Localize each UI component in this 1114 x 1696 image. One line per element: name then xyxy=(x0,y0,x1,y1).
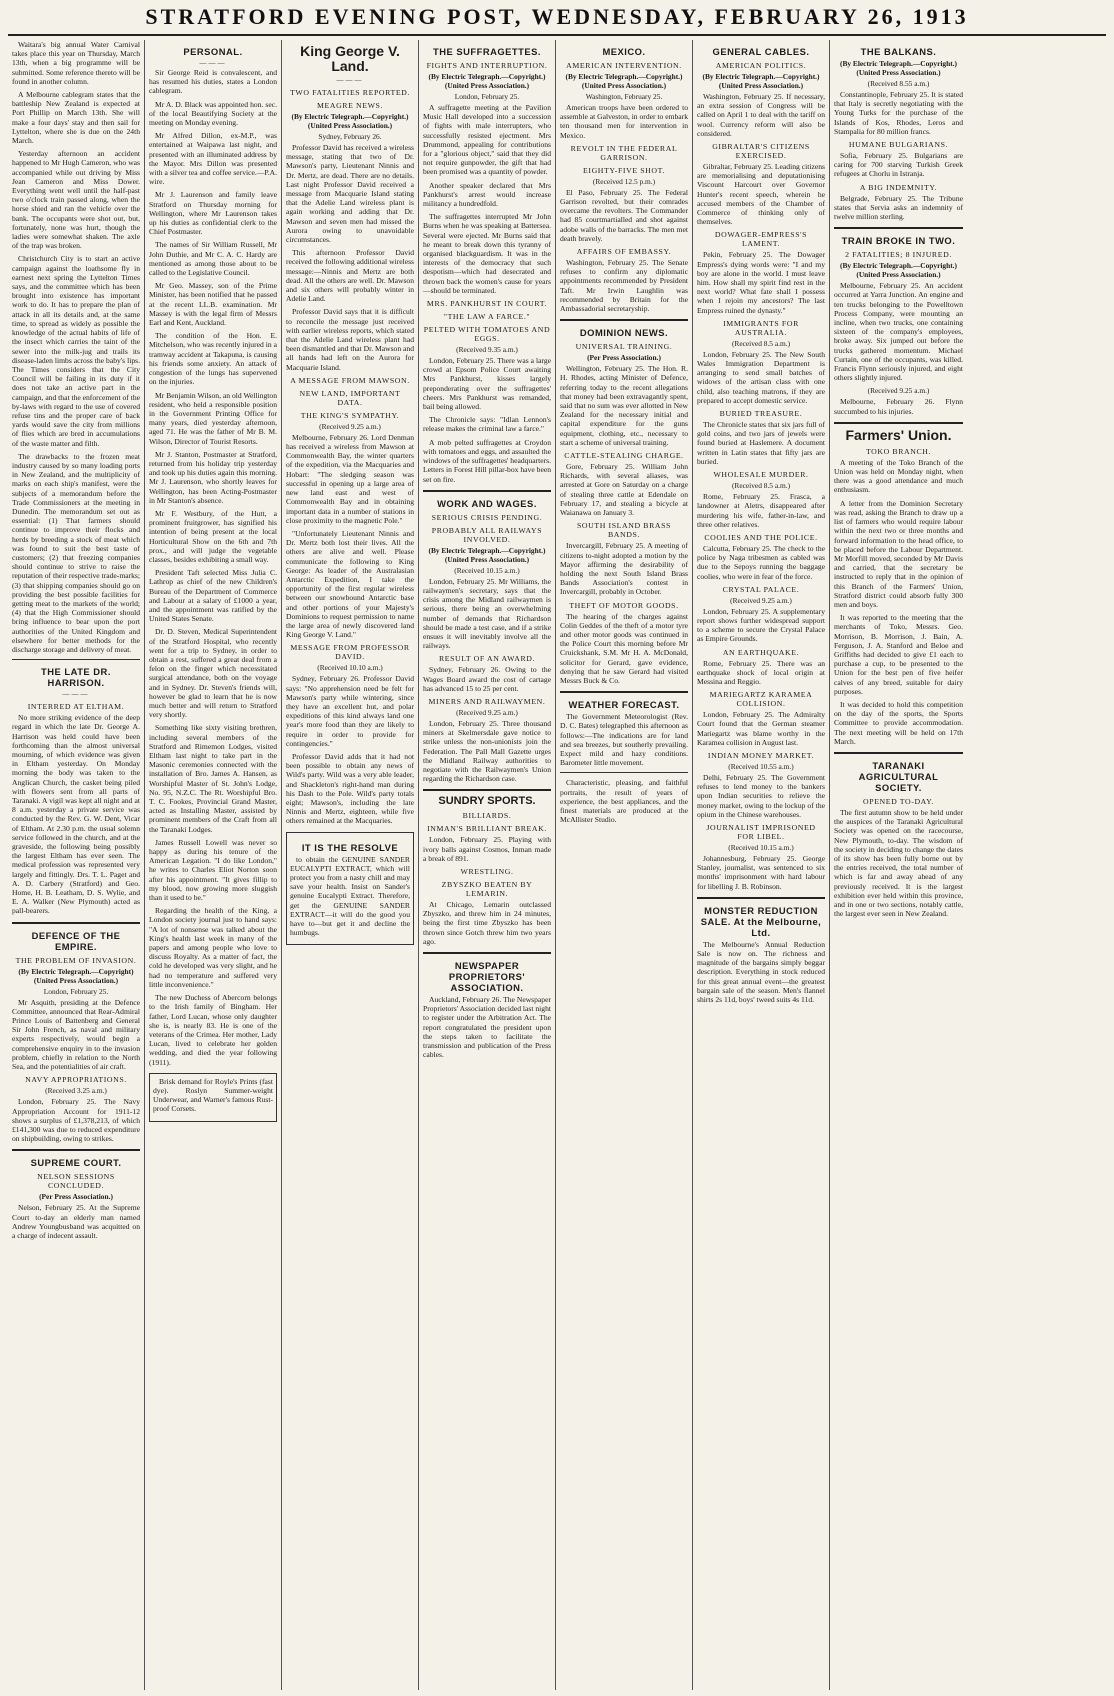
advertisement-text: to obtain the GENUINE SANDER EUCALYPTI EXTRACT, which will protect you from a nasty chill and may save your health. Insist on Sander's genuine Eucalypti Extract. Therefore, get the GENUINE SANDER EXTRACT—it will do the good you have to—but get it and decline the humbugs. xyxy=(290,854,410,938)
article-paragraph: Melbourne, February 26. Flynn succumbed to his injuries. xyxy=(834,397,963,416)
article-paragraph: "Unfortunately Lieutenant Ninnis and Dr. Mertz both lost their lives. All the others are alive and well. Please communicate the following to King George: As leader of the Australasian Antarctic Expedition, I take the opportunity of the first regular wireless between our snowbound Antarctic base and other portions of your Majesty's Dominions to request permission to name the large area of newly discovered land King George V. Land." xyxy=(286,528,414,640)
article-paragraph: A meeting of the Toko Branch of the Union was held on Monday night, when there was a good attendance and much enthusiasm. xyxy=(834,457,963,495)
article-paragraph: Delhi, February 25. The Government refuses to lend money to the bankers upon Indian securities to relieve the money market, owing to the lockup of the opium in the Chinese warehouses. xyxy=(697,772,825,819)
headline-supreme-court: SUPREME COURT. xyxy=(30,1157,122,1169)
article-paragraph: Waitara's big annual Water Carnival takes place this year on Thursday, March 13th, when a big programme will be submitted. Some reference thereto will be found in another column. xyxy=(12,40,140,86)
article-paragraph: Nelson, February 25. At the Supreme Court to-day an elderly man named Andrew Youngbusband was acquitted on a charge of indecent assault. xyxy=(12,1203,140,1240)
subheading: NAVY APPROPRIATIONS. xyxy=(25,1075,127,1085)
article-paragraph: At Chicago, Lemarin outclassed Zbyszko, and threw him in 24 minutes, being the first time Zbyszko has been thrown since Gotch threw him two years ago. xyxy=(423,899,551,946)
article-paragraph: London, February 25. There was a large crowd at Epsom Police Court awaiting Mrs Pankhurst, kisses largely preponderating over the suffragettes' cheers. Mrs Pankhurst was remanded, bail being allowed. xyxy=(423,356,551,412)
article-paragraph: Mr Alfred Dillon, ex-M.P., was entertained at Waipawa last night, and presented with an illuminated address by the Mayor. Mrs Dillon was presented with a silver tea and coffee service.—P.A. wire. xyxy=(149,131,277,187)
received-line: (Received 8.5 a.m.) xyxy=(731,481,791,491)
article-paragraph: American troops have been ordered to assemble at Galveston, in order to embark ten thousand men for intervention in Mexico. xyxy=(560,103,688,140)
advertisement-box xyxy=(286,832,414,946)
received-line: (Received 8.5 a.m.) xyxy=(731,338,791,348)
subheading: REVOLT IN THE FEDERAL GARRISON. xyxy=(570,143,678,162)
article-paragraph: A mob pelted suffragettes at Croydon with tomatoes and eggs, and assaulted the windows of the suffragettes' headquarters. Letters in Forest Hill pillar-box have been set on fire. xyxy=(423,437,551,484)
divider xyxy=(12,1149,140,1151)
subheading: SERIOUS CRISIS PENDING. xyxy=(431,512,543,522)
subheading: RESULT OF AN AWARD. xyxy=(438,654,536,664)
received-line: (Received 9.25 a.m.) xyxy=(319,421,381,431)
article-paragraph: Characteristic, pleasing, and faithful portraits, the result of years of experience, the best appliances, and the finest materials are produced at the McAllister Studio. xyxy=(560,778,688,825)
subheading: A MESSAGE FROM MAWSON. xyxy=(290,375,410,385)
credit-line: (By Electric Telegraph.—Copyright.) (United Press Association.) xyxy=(839,261,957,280)
columns xyxy=(8,40,1108,1690)
article-paragraph: Professor David says that it is difficult to reconcile the message just received with earlier wireless reports, which stated that the Adelie Land wireless plant had been dismantled and that Dr. Mawson and all hands had left on the Aurora for Macquarie Island. xyxy=(286,307,415,372)
subheading: AMERICAN INTERVENTION. xyxy=(566,61,682,70)
article-paragraph: Gore, February 25. William John Richards, with several aliases, was arrested at Gore on Saturday on a charge of stealing three cattle at Edendale on February 17, and stealing a bicycle at Waianawa on January 3. xyxy=(560,462,688,518)
article-paragraph: The condition of the Hon. E. Mitchelson, who was recently injured in a tramway accident at Takapuna, is causing his friends some anxiety. An attack of congestion of the lungs has supervened on the injuries. xyxy=(149,331,277,387)
subheading: THE PROBLEM OF INVASION. xyxy=(15,955,137,965)
article-paragraph: A Melbourne cablegram states that the battleship New Zealand is expected at Port Phillip on March 13th. She will make a four days' stay and then sail for Lyttelton, where she is due on the 24th March. xyxy=(12,90,140,146)
subheading: NELSON SESSIONS CONCLUDED. xyxy=(37,1172,115,1191)
subheading: ZBYSZKO BEATEN BY LEMARIN. xyxy=(441,879,533,898)
subheading: "THE LAW A FARCE." xyxy=(443,312,531,322)
divider xyxy=(12,922,140,924)
received-line: (Received 9.25 a.m.) xyxy=(867,386,930,396)
subheading: HUMANE BULGARIANS. xyxy=(848,140,949,150)
article-paragraph: Melbourne, February 25. An accident occurred at Yarra Junction. An engine and ten trucks belonging to the Powelltown Process Company, were mounting an incline, when two trucks, one containing sixteen of the company's employees, broke away. Six jumped out before the trucks gathered momentum. Michael Curtain, one of the occupants, was killed. Francis Flynn seriously injured, and eight others slightly injured. xyxy=(834,281,963,383)
subheading: AFFAIRS OF EMBASSY. xyxy=(576,247,672,257)
divider xyxy=(560,691,688,693)
headline-farmers-union: Farmers' Union. xyxy=(845,426,952,443)
article-paragraph: Rome, February 25. There was an earthquake shock of local origin at Messina and Reggio. xyxy=(697,658,825,686)
article-paragraph: A letter from the Dominion Secretary was read, asking the Branch to draw up a list of farmers who would require labour within the next two or three months and forward information to the head office, to be placed before the Labour Department. Mr Morfill moved, seconded by Mr Davis and carried, that the secretary be instructed to reply that in the opinion of this Branch of the Farmers' Union, Stratford district could absorb fully 300 men and boys. xyxy=(834,498,963,609)
credit-line: (By Electric Telegraph.—Copyright) (United Press Association.) xyxy=(18,966,134,985)
subheading: WRESTLING. xyxy=(460,866,514,876)
received-line: (Received 12.5 p.m.) xyxy=(592,176,656,186)
headline-newspaper-proprietors: NEWSPAPER PROPRIETORS' ASSOCIATION. xyxy=(448,959,526,993)
article-paragraph: Mr J. Laurenson and family leave Stratford on Thursday morning for Wellington, where Mr Laurenson takes up his duties as confidential clerk to the Chief Postmaster. xyxy=(149,190,277,237)
divider xyxy=(697,897,825,899)
subheading: INMAN'S BRILLIANT BREAK. xyxy=(427,824,547,834)
credit-line: (Per Press Association.) xyxy=(39,1192,113,1202)
article-paragraph: Professor David has received a wireless message, stating that two of Dr. Mawson's party, Lieutenant Ninnis and Dr. Mertz, are dead. There are no details. Last night Professor David received a message from Macquarie Island stating that the Adelie Land wireless plant is again working and adding that Dr. Mawson and seven men had missed the Aurora owing to unavoidable circumstances. xyxy=(286,143,414,245)
article-paragraph: A suffragette meeting at the Pavilion Music Hall developed into a succession of fights with male interrupters, who successfully resisted ejectment. Mrs Drummond, appealing for contributions for a "glorious object," said that they did not require gunpowder, the gift that had been promised was a quantity of powder. xyxy=(423,103,551,177)
article-paragraph: Sir George Reid is convalescent, and has resumed his duties, states a London cablegram. xyxy=(149,68,277,96)
article-paragraph: The hearing of the charges against Colin Geddes of the theft of a motor tyre and other motor goods was continued in the Police Court this morning before Mr Cruickshank, S.M. Mr H. A. McDonald, solicitor for Gerard, gave evidence, denying that he saw Gerard had visited Messrs Buck & Co. xyxy=(560,611,688,685)
headline-dominion-news: DOMINION NEWS. xyxy=(579,327,669,339)
headline-weather-forecast: WEATHER FORECAST. xyxy=(568,699,680,711)
received-line: (Received 10.10 a.m.) xyxy=(317,663,383,673)
article-paragraph: Calcutta, February 25. The check to the police by Naga tribesmen as cabled was due to the Sepoys running the baggage coolies, who were in fear of the force. xyxy=(697,543,825,581)
subheading: THEFT OF MOTOR GOODS. xyxy=(569,600,679,610)
dateline: London, February 25. xyxy=(454,92,520,101)
headline-mexico: MEXICO. xyxy=(602,46,646,57)
ornament: ——— xyxy=(336,76,364,84)
headline-sundry-sports: SUNDRY SPORTS. xyxy=(438,795,536,808)
article-paragraph: London, February 25. The New South Wales Immigration Department is arranging to send small batches of widows of the artisan class with one child, also teaching matrons, if they are prepared to accept domestic service. xyxy=(697,349,825,405)
article-paragraph: The Melbourne's Annual Reduction Sale is now on. The richness and magnitude of the bargains simply beggar description. Everything in stock reduced for this great annual event—the greatest bargain sale of the season. Men's flannel shirts 2s 11d, boys' tweed suits 4s 11d. xyxy=(697,939,825,1004)
article-paragraph: Belgrade, February 25. The Tribune states that Servia asks an indemnity of twelve million sterling. xyxy=(834,193,963,222)
article-paragraph: The new Duchess of Abercorn belongs to the Irish family of Bingham. Her father, Lord Lucan, whose only daughter she is, is nearly 83. He is one of the veterans of the Crimea. Her mother, Lady Lucan, lived to celebrate her golden wedding, and died the year following (1911). xyxy=(149,993,277,1067)
article-paragraph: Auckland, February 26. The Newspaper Proprietors' Association decided last night to register under the Arbitration Act. The report congratulated the president upon the steps taken to facilitate the transmission and publication of the Press cables. xyxy=(423,994,551,1060)
article-paragraph: No more striking evidence of the deep regard in which the late Dr. George A. Harrison was held could have been forthcoming than the almost universal mourning, of which evidence was given in Eltham yesterday. On Monday morning the body was taken to the Anglican Church, the casket being piled with flowers sent from all parts of Taranaki. A vigil was kept all night and at 8 a.m. yesterday a private service was conducted by the Rev. G. W. Dent, Vicar of Eltham. At 2.30 p.m. the usual solemn service followed in the church, and at the graveside, the following being possibly the largest Eltham has ever seen. The medical profession was represented very largely and fittingly. Drs. T. L. Paget and A. D. Carbery (Stratford) and Geo. Home, H. B. Leatham, D. S. Wylie, and E. A. Walker (New Plymouth) acted as pall-bearers. xyxy=(12,713,140,916)
ornament: ——— xyxy=(199,59,227,67)
divider xyxy=(834,422,963,424)
article-paragraph: Dr. D. Steven, Medical Superintendent of the Stratford Hospital, who recently went for a trip to Sydney, in order to obtain a rest, suffered a great deal from a felon on the finger which necessitated surgical attendance, both on the voyage and in Sydney. Dr. Steven's friends will, however be glad to learn that he is now much better and will return to Stratford very shortly. xyxy=(149,627,277,720)
divider xyxy=(423,789,551,791)
subheading: TWO FATALITIES REPORTED. xyxy=(290,88,410,97)
divider xyxy=(834,752,963,754)
subheading: PROBABLY ALL RAILWAYS INVOLVED. xyxy=(431,525,543,544)
subheading: NEW LAND, IMPORTANT DATA. xyxy=(299,388,401,407)
divider xyxy=(12,659,140,660)
credit-line: (By Electric Telegraph.—Copyright.) (United Press Association.) xyxy=(702,72,820,90)
article-paragraph: Mr J. Stanton, Postmaster at Stratford, returned from his holiday trip yesterday and took up his duties again this morning. Mr J. Laurenson, who shortly leaves for Wellington, has been Acting-Postmaster in Mr Stanton's absence. xyxy=(149,449,277,505)
article-paragraph: President Taft selected Miss Julia C. Lathrop as chief of the new Children's Bureau of the Department of Commerce and Labour at a salary of £1000 a year, and the appointment was ratified by the United States Senate. xyxy=(149,568,277,624)
subheading: MEAGRE NEWS. xyxy=(316,101,384,110)
headline-balkans: THE BALKANS. xyxy=(860,46,937,57)
article-paragraph: It was reported to the meeting that the merchants of Toko, Messrs. Geo. Morrison, B. Morrison, J. Bain, A. Ferguson, J. A. Stanford and Beloe and Griffiths had decided to give £1 each to purchase a cup, to be presented to the Union for the best pen of five heifer calves of any breed, suitable for dairy purposes. xyxy=(834,613,963,696)
ornament: ——— xyxy=(62,690,90,699)
article-paragraph: Sydney, February 26. Owing to the Wages Board award the cost of cartage has advanced 15 to 25 per cent. xyxy=(423,665,551,693)
received-line: (Received 10.15 a.m.) xyxy=(728,842,794,852)
subheading: JOURNALIST IMPRISONED FOR LIBEL. xyxy=(706,822,816,841)
subheading: SOUTH ISLAND BRASS BANDS. xyxy=(577,521,671,540)
subheading: OPENED TO-DAY. xyxy=(863,796,934,806)
subheading: 2 FATALITIES; 8 INJURED. xyxy=(845,250,952,260)
subheading: CRYSTAL PALACE. xyxy=(722,584,800,594)
column-6 xyxy=(693,40,830,1690)
headline-train-broke: TRAIN BROKE IN TWO. xyxy=(841,235,956,247)
article-paragraph: The suffragettes interrupted Mr John Burns when he was speaking at Battersea. Several were ejected. Mr Burns said that he meant to break down this tyranny of organised blackguardism. It was in the interests of the democracy that such despotism—which had desecrated and thrown back the women's cause for years—should be terminated. xyxy=(423,212,551,295)
received-line: (Received 8.55 a.m.) xyxy=(867,79,930,88)
subheading: EIGHTY-FIVE SHOT. xyxy=(583,165,665,175)
article-paragraph: Something like sixty visiting brethren, including several members of the Stratford and Rimemon Lodges, visited Eltham last night to take part in the Masonic ceremonies connected with the installation of Bro. James A. Hansen, as Worshipful Master of St. John's Lodge, No. 95, N.Z.C. The Rt. Worshipful Bro. T. C. Fookes, Provincial Grand Master, acted as Installing Master, assisted by prominent members of the Craft from all the Taranaki Lodges. xyxy=(149,723,277,834)
article-paragraph: The Government Meteorologist (Rev. D. C. Bates) telegraphed this afternoon as follows:—The indications are for land and sea breezes, but southerly prevailing. Expect mild and hazy conditions. Barometer little movement. xyxy=(560,712,688,768)
article-paragraph: James Russell Lowell was never so happy as during his tenure of the American Legation. "I do like London," he writes to Charles Eliot Norton soon after his appointment. "It gives fillip to my blood, now growing more sluggish than it used to be." xyxy=(149,837,277,903)
dateline: London, February 25. xyxy=(43,986,109,996)
subheading: CATTLE-STEALING CHARGE. xyxy=(564,451,684,461)
article-paragraph: Sydney, February 26. Professor David says: "No apprehension need be felt for Mawson's party while wintering, since they have an excellent hut, and polar expeditions of this kind always land one year's more food than they are likely to require in order to provide for contingencies." xyxy=(286,674,414,748)
article-paragraph: This afternoon Professor David received the following additional wireless message:—Ninnis and Mertz are both dead. All the others are well. Dr. Mawson and six others will probably winter in Adelie Land. xyxy=(286,248,414,304)
subheading: GIBRALTAR'S CITIZENS EXERCISED. xyxy=(712,142,810,161)
article-paragraph: London, February 25. Three thousand miners at Skelmersdale gave notice to strike unless the non-unionists join the Federation. The Pall Mall Gazette urges the Midland Railway authorities to negotiate with the Railwaymen's Union regarding the Richardson case. xyxy=(423,718,551,784)
divider xyxy=(423,952,551,954)
article-paragraph: Gibraltar, February 25. Leading citizens are memorialising and deputationising Viscount Harcourt over Governor Hunter's recent speech, wherein he accused members of the Chamber of Commerce of thinking only of themselves. xyxy=(697,162,825,227)
subheading: MRS. PANKHURST IN COURT. xyxy=(426,299,548,309)
column-1 xyxy=(8,40,145,1690)
subheading: MARIEGARTZ KARAMEA COLLISION. xyxy=(709,690,813,709)
subheading: AN EARTHQUAKE. xyxy=(722,647,800,657)
subheading: UNIVERSAL TRAINING. xyxy=(575,342,673,352)
divider xyxy=(560,772,688,773)
article-paragraph: The names of Sir William Russell, Mr John Duthie, and Mr C. A. C. Hardy are mentioned as among those about to be called to the Legislative Council. xyxy=(149,240,277,278)
headline-taranaki-agricultural: TARANAKI AGRICULTURAL SOCIETY. xyxy=(858,759,939,793)
article-paragraph: El Paso, February 25. The Federal Garrison revolted, but their comrades overcame the revolters. The Commander had 85 courtmartialled and shot against adobe walls of the barracks. The men met death bravely. xyxy=(560,187,688,243)
column-4 xyxy=(419,40,556,1690)
dateline: Sydney, February 26. xyxy=(318,132,382,141)
article-paragraph: Professor David adds that it had not been possible to obtain any news of Wild's party. Wild was a very able leader, and Shackleton's right-hand man during his Dash to the Pole. Wild's party totals eight; Mawson's, including the late Ninnis and Mertz, eighteen, while five others remained at the Macquaries. xyxy=(286,751,414,826)
article-paragraph: It was decided to hold this competition on the day of the sports, the Sports Committee to provide accommodation. The next meeting will be held on 17th March. xyxy=(834,699,963,746)
subheading: THE KING'S SYMPATHY. xyxy=(300,410,400,420)
masthead-rule xyxy=(8,34,1106,36)
subheading: INTERRED AT ELTHAM. xyxy=(27,702,125,712)
divider xyxy=(834,227,963,229)
subheading: TOKO BRANCH. xyxy=(865,446,932,456)
article-paragraph: London, February 25. Mr Williams, the railwaymen's secretary, says that the crisis among the Midland railwaymen is serious, there being an overwhelming number of demands that Richardson should be made a test case, and if a strike ensues it will inevitably involve all the railways. xyxy=(423,576,551,651)
received-line: (Received 9.35 a.m.) xyxy=(456,345,518,355)
credit-line: (By Electric Telegraph.—Copyright.) (United Press Association.) xyxy=(428,545,546,564)
article-paragraph: Mr Asquith, presiding at the Defence Committee, announced that Rear-Admiral Prince Louis of Battenberg and General Sir John French, as naval and military experts respectively, would begin a comprehensive enquiry in to the invasion problem, chiefly in relation to the North Sea, and the potentialities of air craft. xyxy=(12,997,140,1072)
received-line: (Received 3.25 a.m.) xyxy=(45,1086,107,1096)
subheading: AMERICAN POLITICS. xyxy=(715,61,807,70)
article-paragraph: London, February 25. The Navy Appropriation Account for 1911-12 shows a surplus of £1,378,213, of which £141,300 was due to reduced expenditure on shipbuilding, owing to strikes. xyxy=(12,1097,140,1144)
article-paragraph: London, February 25. The Admiralty Court found that the German steamer Mariegartz was blame worthy in the Karamea collision in August last. xyxy=(697,710,825,747)
subheading: DOWAGER-EMPRESS'S LAMENT. xyxy=(714,230,808,249)
divider xyxy=(423,490,551,492)
article-paragraph: Washington, February 25. The Senate refuses to confirm any diplomatic appointments recommended by President Taft. Mr Irwin Laughlin was recommended by Britain for the Ambassadorial secretaryship. xyxy=(560,258,688,314)
subheading: FIGHTS AND INTERRUPTION. xyxy=(426,61,548,70)
article-paragraph: Pekin, February 25. The Dowager Empress's dying words were: "I and my boy are alone in the world. I must leave him. How shall my spirit find rest in the next world? What fate shall I possess when I rejoin my ancestors? The last Empress ruined the dynasty." xyxy=(697,250,825,315)
credit-line: (By Electric Telegraph.—Copyright.) (United Press Association.) xyxy=(565,72,683,90)
article-paragraph: Mr Benjamin Wilson, an old Wellington resident, who held a responsible position in the Government Printing Office for many years, died yesterday afternoon, aged 71. He was the father of Mr B. M. Wilson, Director of Tourist Resorts. xyxy=(149,390,277,446)
masthead: STRATFORD EVENING POST, WEDNESDAY, FEBRUARY 26, 1913 xyxy=(145,4,969,29)
divider xyxy=(560,319,688,321)
headline-personal: PERSONAL. xyxy=(183,46,243,57)
article-paragraph: Mr A. D. Black was appointed hon. sec. of the local Beautifying Society at the meeting on Monday evening. xyxy=(149,99,277,128)
subheading: MESSAGE FROM PROFESSOR DAVID. xyxy=(290,643,410,662)
headline-general-cables: GENERAL CABLES. xyxy=(712,46,810,57)
subheading: WHOLESALE MURDER. xyxy=(713,470,809,480)
headline-harrison: THE LATE DR. HARRISON. xyxy=(41,666,111,689)
article-paragraph: The Chronicle says: "Idlan Lennon's release makes the criminal law a farce." xyxy=(423,415,551,434)
subheading: COOLIES AND THE POLICE. xyxy=(704,532,818,542)
article-paragraph: London, February 25. A supplementary report shows further widespread support to a scheme to secure the Crystal Palace as Empire Grounds. xyxy=(697,606,825,644)
article-paragraph: The first autumn show to be held under the auspices of the Taranaki Agricultural Society was opened on the racecourse, New Plymouth, to-day. The wisdom of the society in deciding to change the dates of its show has been fully borne out by the entries received, the total number of which is far and away ahead of any previously received. It is the largest exhibition ever held within this province, and in one or two sections, notably cattle, the largest ever seen in New Zealand. xyxy=(834,807,963,919)
subheading: BILLIARDS. xyxy=(462,811,512,821)
credit-line: (Per Press Association.) xyxy=(587,353,661,363)
article-paragraph: London, February 25. Playing with ivory balls against Cosmos, Inman made a break of 891. xyxy=(423,835,551,863)
article-paragraph: Invercargill, February 25. A meeting of citizens to-night adopted a motion by the Mayor affirming the desirability of holding the next South Island Brass Bands Association's contest in Invercargill, probably in October. xyxy=(560,541,688,597)
article-paragraph: Sofia, February 25. Bulgarians are caring for 700 starving Turkish Greek refugees at Chorlu in Istranja. xyxy=(834,151,963,179)
article-paragraph: The drawbacks to the frozen meat industry caused by so many loading ports in New Zealand, and the multiplicity of marks on each ship's manifest, were the subjects of a memorandum before the Trade Commissioners at the meeting in Dunedin. The memorandum set out as essential: (1) That farmers should continue to improve their flocks and herds by breeding a stock of meat which was found to suit the best taste of customers; (2) that freezing companies should continue to strive to raise the reputation of their respective trade-marks; (3) that shipping companies should go on providing the best possible facilities for getting meat to the markets of the world; (4) that the High Commissioner should bring influence to bear upon the port authorities of the United Kingdom and elsewhere for better methods for the discharge storage and delivery of meat. xyxy=(12,451,140,654)
credit-line: (By Electric Telegraph.—Copyright.) (United Press Association.) xyxy=(839,59,957,77)
article-paragraph: Melbourne, February 26. Lord Denman has received a wireless from Mawson at Commonwealth Bay, the winter quarters of the expedition, via the Macquaries and Hobart: "The sledging season was successful in opening up a large area of new land east and west of Commonwealth Bay and in obtaining important data in a number of stations in close proximity to the magnetic Pole." xyxy=(286,432,414,525)
column-5 xyxy=(556,40,693,1690)
article-paragraph: Johannesburg, February 25. George Stanley, journalist, was sentenced to six months' imprisonment with hard labour for libelling J. B. Robinson. xyxy=(697,853,825,891)
received-line: (Received 10.55 a.m.) xyxy=(728,761,794,771)
credit-line: (By Electric Telegraph.—Copyright.) (United Press Association.) xyxy=(428,72,546,90)
article-paragraph: Mr F. Westbury, of the Hutt, a prominent fruitgrower, has signified his intention of being present at the local Horticultural Show on the 6th and 7th prox., and will judge the vegetable classes, besides exhibiting a small way. xyxy=(149,508,277,564)
subheading: BURIED TREASURE. xyxy=(719,409,803,419)
headline-king-george-land: King George V. Land. xyxy=(300,43,400,74)
column-3 xyxy=(282,40,419,1690)
advertisement-text: Brisk demand for Royle's Prints (fast dye). Roslyn Summer-weight Underwear, and Warner's famous Rust-proof Corsets. xyxy=(153,1076,273,1114)
article-paragraph: Constantinople, February 25. It is stated that Italy is secretly negotiating with the Young Turks for the purchase of the Islands of Kos, Rhodes, Leros and Stampalia for 80 million francs. xyxy=(834,90,963,136)
subheading: MINERS AND RAILWAYMEN. xyxy=(428,696,546,706)
article-paragraph: The Chronicle states that six jars full of gold coins, and two jars of jewels were found buried at Haslemere. A document written in Latin states that fifty jars are buried. xyxy=(697,420,825,466)
headline-defence: DEFENCE OF THE EMPIRE. xyxy=(31,929,121,952)
credit-line: (By Electric Telegraph.—Copyright.) (United Press Association.) xyxy=(291,112,409,130)
subheading: PELTED WITH TOMATOES AND EGGS. xyxy=(423,325,551,344)
article-paragraph: Regarding the health of the King, a London society journal just to hand says: "A lot of nonsense was talked about the King's health last week in many of the papers and among people who love to discuss Royalty. As a matter of fact, the cold he developed was very slight, and he had no temperature and suffered very little inconvenience." xyxy=(149,906,277,989)
dateline: Washington, February 25. xyxy=(585,92,663,101)
article-paragraph: Wellington, February 25. The Hon. R. H. Rhodes, acting Minister of Defence, referring today to the recent allegations that money had been extravagantly spent, said that no sum was ever allotted in New Zealand for the necessary initial and capital expenditure for the guns equipment, clothing, etc., necessary to start a scheme of universal training. xyxy=(560,364,688,447)
article-paragraph: Another speaker declared that Mrs Pankhurst's arrest would increase militancy a hundredfold. xyxy=(423,180,551,209)
column-7 xyxy=(830,40,967,1690)
column-2 xyxy=(145,40,282,1690)
advertisement-heading: IT IS THE RESOLVE xyxy=(301,841,399,853)
article-paragraph: Mr Geo. Massey, son of the Prime Minister, has been notified that he passed at the recent LL.B. examination. Mr Massey is with the legal firm of Messrs Earl and Kent, Auckland. xyxy=(149,281,277,328)
headline-work-wages: WORK AND WAGES. xyxy=(437,497,537,509)
article-paragraph: Rome, February 25. Frasca, a landowner at Aletrs, disappeared after murdering his wife, father-in-law, and three other relatives. xyxy=(697,492,825,529)
subheading: IMMIGRANTS FOR AUSTRALIA. xyxy=(723,318,799,337)
article-paragraph: Washington, February 25. If necessary, an extra session of Congress will be called on April 1 to deal with the tariff on wool. Currency reform will also be considered. xyxy=(697,92,825,138)
headline-suffragettes: THE SUFFRAGETTES. xyxy=(433,46,541,57)
advertisement-box xyxy=(149,1073,277,1122)
headline-reduction-sale: MONSTER REDUCTION SALE. At the Melbourne, Ltd. xyxy=(700,904,822,938)
received-line: (Received 10.15 a.m.) xyxy=(454,565,520,575)
article-paragraph: Christchurch City is to start an active campaign against the loathsome fly in earnest next spring the Lyttelton Times says, and the committee which has been brought into existence has important work to do. It has to prepare the plan of attack in all its details and, at the same time, to spread as widely as possible the knowledge of the actual habits of life of the insect which carries the taint of the sewer into the milk-jug and trails its disease-laden limbs across the baby's lips. The Times considers that the City Council will be failing in its duty if it does not take an active part in the campaign, and that the enforcement of the by-laws with regard to the use of covered refuse tins and the proper care of back yards would save the city from millions of flies which are bred in accumulations of the waste matter and filth. xyxy=(12,254,140,448)
article-paragraph: Yesterday afternoon an accident happened to Mr Hugh Cameron, who was accompanied while out driving by Miss Jean Cameron and Miss Dower. Everything went well until the half-past two o'clock train passed along, when the horse shied and ran the vehicle over the bank. The occupants were shot out, but, fortunately, none was hurt, though the ladies were somewhat shaken. The axle of the trap was broken. xyxy=(12,149,140,251)
subheading: INDIAN MONEY MARKET. xyxy=(707,750,815,760)
received-line: (Received 9.25 a.m.) xyxy=(456,707,518,717)
subheading: A BIG INDEMNITY. xyxy=(859,182,938,192)
received-line: (Received 9.25 a.m.) xyxy=(730,595,792,605)
